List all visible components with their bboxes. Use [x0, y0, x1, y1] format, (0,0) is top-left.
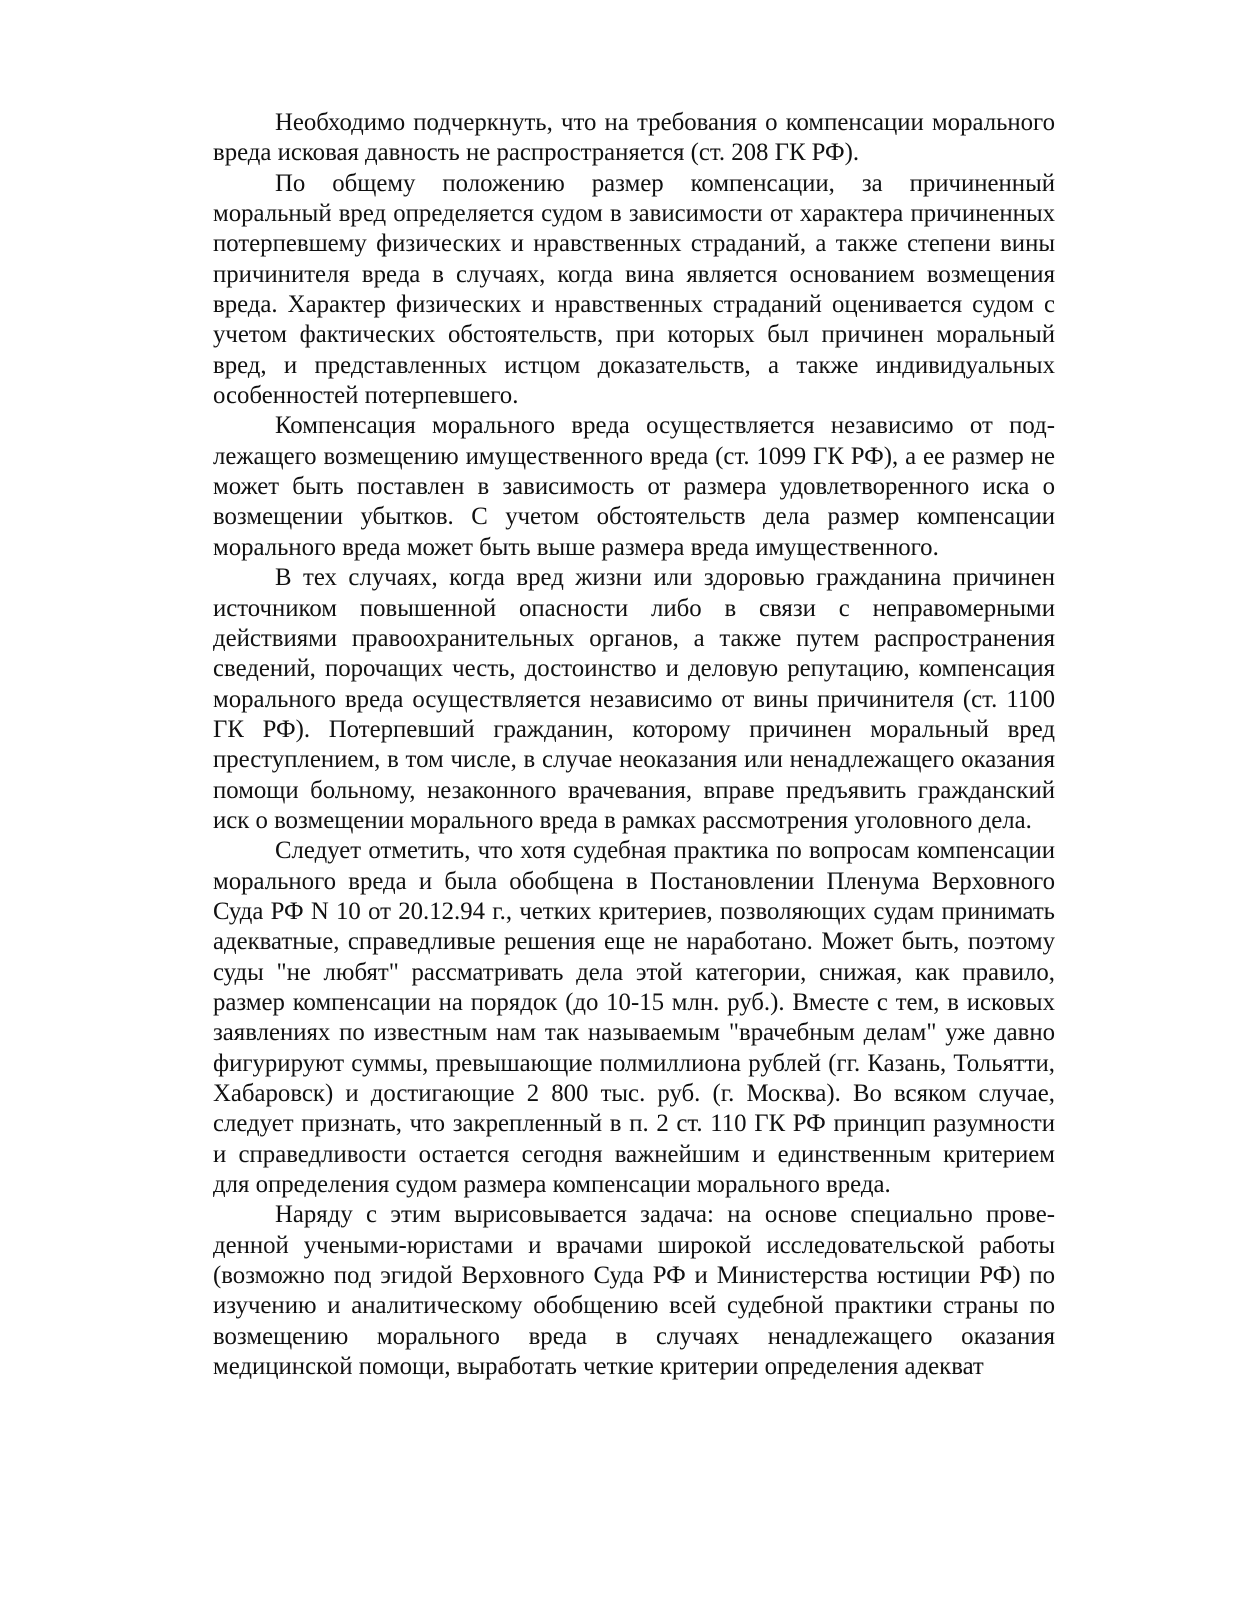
paragraph: По общему положению размер компенсации, за причиненный моральный вред определяется судом в зависимости от характера причиненных потерпевшему физических и нравственных страданий, а также степени вины причинителя вреда в случаях, когда вина является основанием возмещения вреда. Характер физических и нравственных страданий оценивается судом с учетом фактических обстоятельств, при которых был причинен моральный вред, и представленных истцом доказательств, а также индивидуальных особенностей потерпевшего.	[213, 169, 1055, 410]
paragraph: В тех случаях, когда вред жизни или здоровью гражданина причинен источником повышенной опасности либо в связи с неправомерными действиями правоохранительных органов, а также путем распространения сведений, порочащих честь, достоинство и деловую репутацию, компенсация морального вреда осуществляется независимо от вины причинителя (ст. 1100 ГК РФ). Потерпевший гражданин, которому причинен моральный вред преступлением, в том числе, в случае неоказания или ненадлежащего оказания помощи больному, незаконного врачевания, вправе предъявить гражданский иск о возмещении морального вреда в рамках рассмотрения уголовного дела.	[213, 564, 1055, 834]
body-text	[213, 108, 1055, 1382]
paragraph: Наряду с этим вырисовывается задача: на основе специально проведенной учеными-юристами и врачами широкой исследовательской работы (возможно под эгидой Верховного Суда РФ и Министерства юстиции РФ) по изучению и аналитическому обобщению всей судебной практики страны по возмещению морального вреда в случаях ненадлежащего оказания медицинской помощи, выработать четкие критерии определения адекват	[213, 1201, 1055, 1381]
paragraph: Следует отметить, что хотя судебная практика по вопросам компенсации морального вреда и была обобщена в Постановлении Пленума Верховного Суда РФ N 10 от 20.12.94 г., четких критериев, позволяющих судам принимать адекватные, справедливые решения еще не наработано. Может быть, поэтому суды "не любят" рассматривать дела этой категории, снижая, как правило, размер компенсации на порядок (до 10-15 млн. руб.). Вместе с тем, в исковых заявлениях по известным нам так называемым "врачебным делам" уже давно фигурируют суммы, превышающие полмиллиона рублей (гг. Казань, Тольятти, Хабаровск) и достигающие 2 800 тыс. руб. (г. Москва). Во всяком случае, следует признать, что закрепленный в п. 2 ст. 110 ГК РФ принцип разумности и справедливости остается сегодня важнейшим и единственным критерием для определения судом размера компенсации морального вреда.	[213, 837, 1055, 1199]
paragraph: Необходимо подчеркнуть, что на требования о компенсации морального вреда исковая давность не распространяется (ст. 208 ГК РФ).	[213, 109, 1055, 167]
paragraph: Компенсация морального вреда осуществляется независимо от подлежащего возмещению имущественного вреда (ст. 1099 ГК РФ), а ее размер не может быть поставлен в зависимость от размера удовлетворенного иска о возмещении убытков. С учетом обстоятельств дела размер компенсации морального вреда может быть выше размера вреда имущественного.	[213, 412, 1055, 561]
